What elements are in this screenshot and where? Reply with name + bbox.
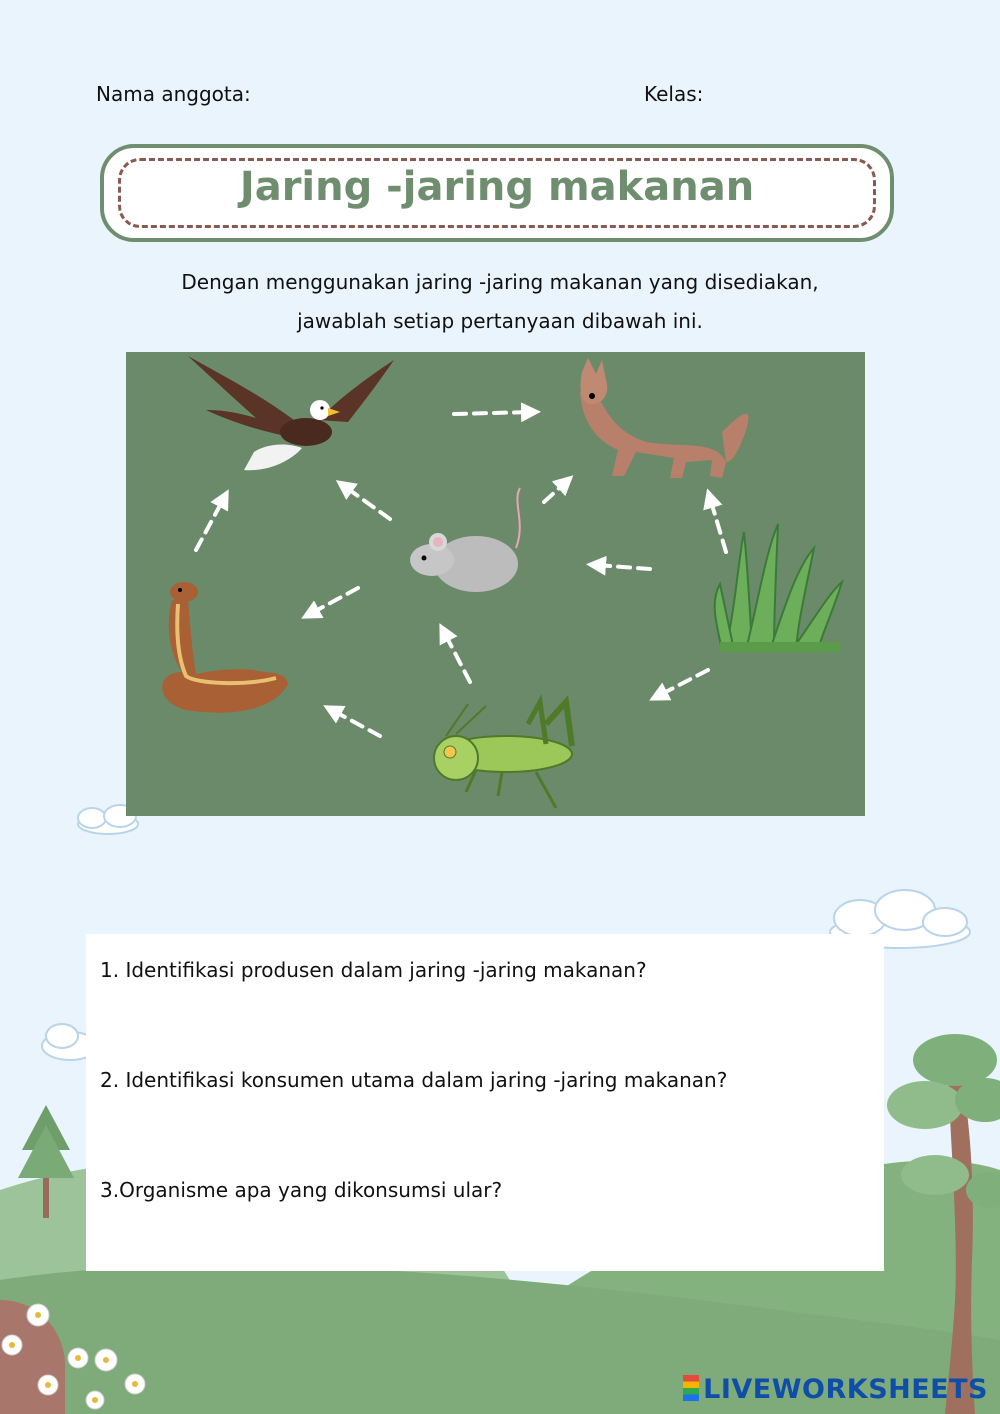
class-label: Kelas: [644,82,704,106]
arrow-grass-to-fox [710,498,726,552]
arrow-mouse-to-eagle [344,486,390,519]
arrow-mouse-to-snake [310,588,358,614]
arrow-grass-to-mouse [596,565,650,569]
title-banner [100,144,894,242]
liveworksheets-logo-icon [683,1375,699,1401]
food-web-diagram [126,352,865,816]
arrow-mouse-to-fox [544,482,566,502]
question-1: 1. Identifikasi produsen dalam jaring -jaring makanan? [100,958,647,982]
instruction-line-2: jawablah setiap pertanyaan dibawah ini. [297,309,703,333]
arrow-grass-to-grasshopper [658,670,708,696]
snake-icon [162,582,288,713]
name-label: Nama anggota: [96,82,251,106]
logo-text: LIVEWORKSHEETS [703,1374,988,1405]
question-2: 2. Identifikasi konsumen utama dalam jaring -jaring makanan? [100,1068,728,1092]
liveworksheets-logo[interactable] [683,1374,988,1405]
questions-box [86,934,884,1271]
page-title: Jaring -jaring makanan [239,164,755,210]
fox-icon [580,358,748,478]
arrow-eagle-to-fox [454,412,531,414]
mouse-icon [410,488,520,592]
arrow-grasshopper-to-snake [332,710,380,736]
eagle-icon [188,356,394,470]
food-web-panel [126,352,865,816]
instruction-line-1: Dengan menggunakan jaring -jaring makanan yang disediakan, [181,270,819,294]
question-3: 3.Organisme apa yang dikonsumsi ular? [100,1178,503,1202]
grass-icon [715,524,842,652]
arrow-snake-to-eagle [196,498,224,550]
grasshopper-icon [434,702,572,808]
arrow-grasshopper-to-mouse [444,632,470,682]
